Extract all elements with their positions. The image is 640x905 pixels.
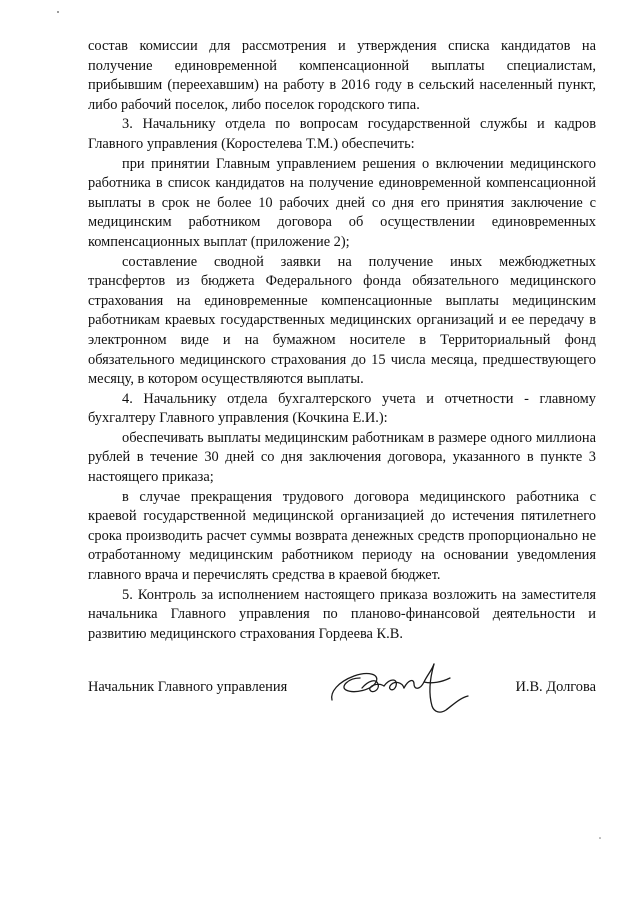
signatory-title: Начальник Главного управления xyxy=(88,679,288,695)
paragraph-item-4: 4. Начальнику отдела бухгалтерского учета и отчетности - главному бухгалтеру Главного управления (Кочкина Е.И.): xyxy=(88,390,596,427)
handwritten-signature xyxy=(328,648,488,718)
paragraph-item-3-contract: при принятии Главным управлением решения о включении медицинского работника в список кандидатов на получение единовременной компенсационной выплаты в срок не более 10 рабочих дней со дня его принятия заключение с медицинским работником договора об осуществлении единовременных компенсационных выплат (приложение 2); xyxy=(88,155,596,250)
signatory-name: И.В. Долгова xyxy=(515,679,596,695)
paragraph-item-4-payments: обеспечивать выплаты медицинским работникам в размере одного миллиона рублей в течение 30 дней со дня заключения договора, указанного в пункте 3 настоящего приказа; xyxy=(88,429,596,486)
paragraph-item-5: 5. Контроль за исполнением настоящего приказа возложить на заместителя начальника Главного управления по планово-финансовой деятельности и развитию медицинского страхования Гордеева К.В. xyxy=(88,586,596,642)
paragraph-item-3: 3. Начальнику отдела по вопросам государственной службы и кадров Главного управления (Коростелева Т.М.) обеспечить: xyxy=(88,116,596,152)
paragraph-item-3-application: составление сводной заявки на получение иных межбюджетных трансфертов из бюджета Федерального фонда обязательного медицинского страхования на единовременные компенсационные выплаты медицинским работникам краевых государственных медицинских организаций и ее передачу в электронном виде и на бумажном носителе в Территориальный фонд обязательного медицинского страхования до 15 числа месяца, предшествующего месяцу, в котором осуществляются выплаты. xyxy=(88,253,596,388)
document-body xyxy=(88,37,596,644)
paragraph-commission: состав комиссии для рассмотрения и утверждения списка кандидатов на получение единовременной компенсационной выплаты специалистам, прибывшим (переехавшим) на работу в 2016 году в сельский населенный пункт, либо рабочий поселок, либо поселок городского типа. xyxy=(88,38,596,113)
signature-block xyxy=(88,648,596,718)
paragraph-item-4-refund: в случае прекращения трудового договора медицинского работника с краевой государственной медицинской организацией до истечения пятилетнего срока производить расчет суммы возврата денежных средств пропорционально не отработанному медицинским работником периоду на основании уведомления главного врача и перечислять средства в краевой бюджет. xyxy=(88,488,596,584)
